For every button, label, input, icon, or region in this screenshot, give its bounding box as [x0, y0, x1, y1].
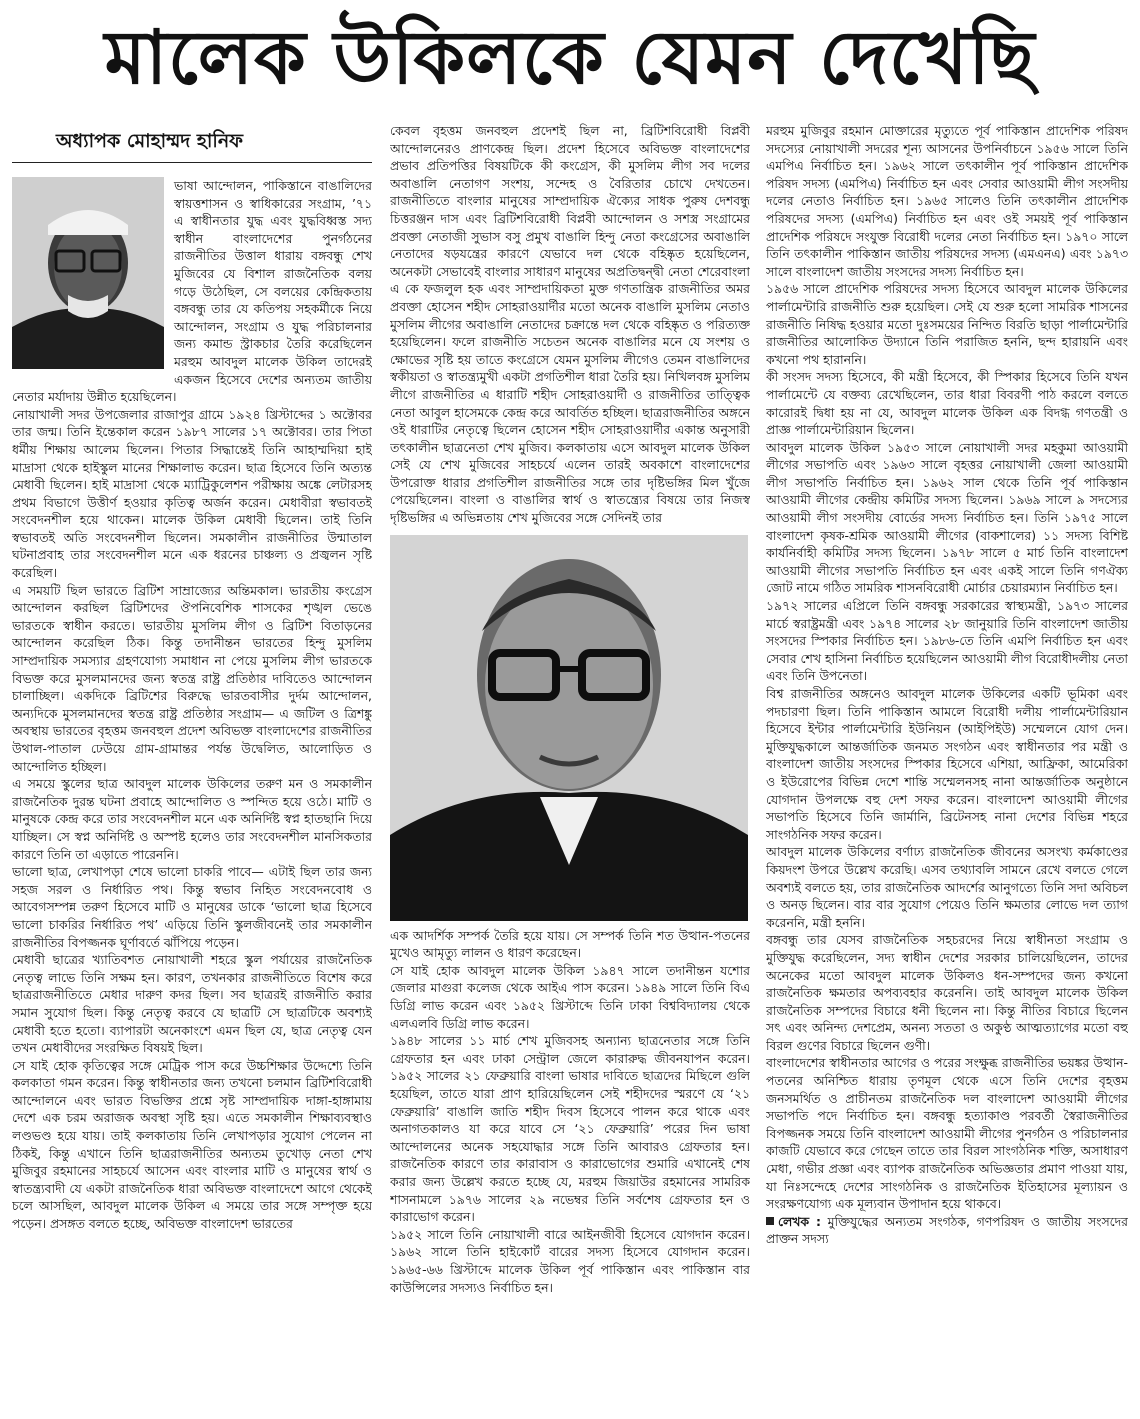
credit-text: মুক্তিযুদ্ধের অন্যতম সংগঠক, গণপরিষদ ও জাতীয় সংসদের প্রাক্তন সদস্য [766, 1213, 1128, 1247]
bullet-square-icon [766, 1217, 774, 1225]
col2-para-4: ১৯৪৮ সালের ১১ মার্চ শেখ মুজিবসহ অন্যান্য ছাত্রনেতার সঙ্গে তিনি গ্রেফতার হন এবং ঢাকা সেন্ট্রাল জেলে কারারুদ্ধ জীবনযাপন করেন। ১৯৫২ সালের ২১ ফেব্রুয়ারি বাংলা ভাষার দাবিতে ছাত্রদের মিছিলে গুলি হয়েছিল, তাতে যারা প্রাণ হারিয়েছিলেন সেই শহীদদের স্মরণে যে ‘২১ ফেব্রুয়ারি’ বাঙালি জাতি শহীদ দিবস হিসেবে পালন করে থাকে এবং অনাগতকালও যা করে যাবে সে ‘২১ ফেব্রুয়ারি’ পরের দিন ভাষা আন্দোলনের অনেক সহযোদ্ধার সঙ্গে তিনি আবারও গ্রেফতার হন। রাজনৈতিক কারণে তার কারাবাস ও কারাভোগের শুমারি এখানেই শেষ করার জন্য উল্লেখ করতে হচ্ছে যে, মরহুম জিয়াউর রহমানের সামরিক শাসনামলে ১৯৭৬ সালের ২৯ নভেম্বর তিনি সর্বশেষ গ্রেফতার হন ও কারাভোগ করেন। [390, 1033, 750, 1225]
col1-para-7: সে যাই হোক কৃতিত্বের সঙ্গে মেট্রিক পাস করে উচ্চশিক্ষার উদ্দেশ্যে তিনি কলকাতা গমন করেন। কিন্তু স্বাধীনতার জন্য তখনো চলমান ব্রিটিশবিরোধী আন্দোলনে এবং ভারত বিভক্তির প্রশ্নে সৃষ্ট সাম্প্রদায়িক দাঙ্গা-হাঙ্গামায় দেশে এক চরম অরাজক অবস্থা সৃষ্টি হয়। এতে সমকালীন শিক্ষাব্যবস্থাও লণ্ডভণ্ড হয়ে যায়। তাই কলকাতায় তিনি লেখাপড়ার সুযোগ পেলেন না ঠিকই, কিন্তু এখানে তিনি ছাত্ররাজনীতির অন্যতম তুখোড় নেতা শেখ মুজিবুর রহমানের সাহচর্যে আসেন এবং বাংলার মাটি ও মানুষের স্বার্থ ও স্বাতন্ত্র্যবাদী যে একটা রাজনৈতিক ধারা অবিভক্ত বাংলাদেশে আগে থেকেই চলে আসছিল, আবদুল মালেক উকিল এ সময়ে তার সঙ্গে সম্পৃক্ত হয়ে পড়েন। প্রসঙ্গত বলতে হচ্ছে, অবিভক্ত বাংলাদেশ ভারতের [12, 1057, 372, 1232]
author-credit [766, 1213, 1128, 1248]
col2-para-5: ১৯৫২ সালে তিনি নোয়াখালী বারে আইনজীবী হিসেবে যোগদান করেন। ১৯৬২ সালে তিনি হাইকোর্ট বারের সদস্য হিসেবে যোগদান করেন। ১৯৬৫-৬৬ খ্রিস্টাব্দে মালেক উকিল পূর্ব পাকিস্তান এবং পাকিস্তান বার কাউন্সিলের সদস্যও নির্বাচিত হন। [390, 1226, 750, 1295]
col1-para-5: ভালো ছাত্র, লেখাপড়া শেষে ভালো চাকরি পাবে— এটাই ছিল তার জন্য সহজ সরল ও নির্ধারিত পথ। কিন্তু স্বভাব নিহিত সংবেদনবোধ ও আবেগসম্পন্ন তরুণ হিসেবে মাটি ও মানুষের ডাকে ‘ভালো ছাত্র হিসেবে ভালো চাকরির নির্ধারিত পথ’ এড়িয়ে তিনি স্কুলজীবনেই তার সমকালীন রাজনীতির বিপজ্জনক ঘূর্ণাবর্তে ঝাঁপিয়ে পড়েন। [12, 864, 372, 950]
col2-para-2: এক আদর্শিক সম্পর্ক তৈরি হয়ে যায়। সে সম্পর্ক তিনি শত উত্থান-পতনের মুখেও আমৃত্যু লালন ও ধারণ করেছেন। [390, 927, 750, 961]
col3-para-6: বিশ্ব রাজনীতির অঙ্গনেও আবদুল মালেক উকিলের একটি ভূমিকা এবং পদচারণা ছিল। তিনি পাকিস্তান আমলে বিরোধী দলীয় পার্লামেন্টারিয়ান হিসেবে ইন্টার পার্লামেন্টারি ইউনিয়ন (আইপিইউ) সম্মেলনে যোগ দেন। মুক্তিযুদ্ধকালে আন্তর্জাতিক জনমত সংগঠন এবং স্বাধীনতার পর মন্ত্রী ও বাংলাদেশ জাতীয় সংসদের স্পিকার হিসেবে এশিয়া, আফ্রিকা, আমেরিকা ও ইউরোপের বিভিন্ন দেশে শান্তি সম্মেলনসহ নানা আন্তর্জাতিক অনুষ্ঠানে যোগদান উপলক্ষে বহু দেশ সফর করেন। বাংলাদেশ আওয়ামী লীগের সভাপতি হিসেবে তিনি জার্মানি, ব্রিটেনসহ নানা দেশের বিভিন্ন শহরে সাংগঠনিক সফর করেন। [766, 686, 1128, 842]
col2-para-3: সে যাই হোক আবদুল মালেক উকিল ১৯৪৭ সালে তদানীন্তন যশোর জেলার মাগুরা কলেজ থেকে আইএ পাস করেন। ১৯৪৯ সালে তিনি বিএ ডিগ্রি লাভ করেন এবং ১৯৫২ খ্রিস্টাব্দে তিনি ঢাকা বিশ্ববিদ্যালয় থেকে এলএলবি ডিগ্রি লাভ করেন। [390, 962, 750, 1031]
author-photo [12, 177, 164, 369]
col3-para-8: বঙ্গবন্ধু তার যেসব রাজনৈতিক সহচরদের নিয়ে স্বাধীনতা সংগ্রাম ও মুক্তিযুদ্ধ করেছিলেন, সদ্য স্বাধীন দেশের সরকার চালিয়েছিলেন, তাদের অনেকের মতো আবদুল মালেক উকিলও ধন-সম্পদের জন্য কখনো রাজনৈতিক ক্ষমতার অপব্যবহার করেননি। তাই আবদুল মালেক উকিল রাজনৈতিক সম্পদের বিচারে ধনী ছিলেন না। কিন্তু নীতির বিচারে ছিলেন সৎ এবং অনিন্দ্য দেশপ্রেম, অনন্য সততা ও অকুণ্ঠ আত্মত্যাগের মতো বহু বিরল গুণের বিচারে ছিলেন গুণী। [766, 932, 1128, 1053]
author-byline: অধ্যাপক মোহাম্মদ হানিফ [12, 122, 372, 163]
column-3 [766, 122, 1128, 1415]
column-1 [12, 122, 372, 1415]
portrait-photo [390, 535, 748, 921]
col1-para-4: এ সময়ে স্কুলের ছাত্র আবদুল মালেক উকিলের তরুণ মন ও সমকালীন রাজনৈতিক দুরন্ত ঘটনা প্রবাহে আন্দোলিত ও স্পন্দিত হয়ে ওঠে। মাটি ও মানুষকে কেন্দ্র করে তার সংবেদনশীল মনে এক অনির্দিষ্ট স্বপ্ন হাতছানি দিয়ে যাচ্ছিল। সে স্বপ্ন অনির্দিষ্ট ও অস্পষ্ট হলেও তার সংবেদনশীল মানসিকতার কারণে তিনি তা এড়াতে পারেননি। [12, 776, 372, 862]
col1-para-3: এ সময়টি ছিল ভারতে ব্রিটিশ সাম্রাজ্যের অন্তিমকাল। ভারতীয় কংগ্রেস আন্দোলন করছিল ব্রিটিশদের ঔপনিবেশিক শাসকের শৃঙ্খল ভেঙে ভারতকে স্বাধীন করতে। ভারতীয় মুসলিম লীগ ও ব্রিটিশ বিতাড়নের আন্দোলন করেছিল ঠিক। কিন্তু তদানীন্তন ভারতের হিন্দু মুসলিম সাম্প্রদায়িক সমস্যার গ্রহণযোগ্য সমাধান না পেয়ে মুসলিম লীগ ভারতকে বিভক্ত করে মুসলমানদের জন্য স্বতন্ত্র রাষ্ট্র প্রতিষ্ঠার দাবিতেও আন্দোলন চালাচ্ছিল। একদিকে ব্রিটিশের বিরুদ্ধে ভারতবাসীর দুর্দম আন্দোলন, অন্যদিকে মুসলমানদের স্বতন্ত্র রাষ্ট্র প্রতিষ্ঠার সংগ্রাম— এ জটিল ও ত্রিশঙ্কু অবস্থায় ভারতের বৃহত্তম জনবহুল প্রদেশ অবিভক্ত বাংলাদেশের রাজনীতির উথাল-পাতাল ঢেউয়ে গ্রাম-গ্রামান্তর পর্যন্ত উদ্বেলিত, আলোড়িত ও আন্দোলিত হচ্ছিল। [12, 582, 372, 774]
column-2 [390, 122, 750, 1415]
col3-para-2: ১৯৫৬ সালে প্রাদেশিক পরিষদের সদস্য হিসেবে আবদুল মালেক উকিলের পার্লামেন্টারি রাজনীতি শুরু হয়েছিল। সেই যে শুরু হলো সামরিক শাসনের রাজনীতি নিষিদ্ধ হওয়ার মতো দুঃসময়ের নিন্দিত বিরতি ছাড়া পার্লামেন্টারি রাজনীতির আলোকিত উদ্যানে তিনি পরাজিত হননি, ছন্দ হারায়নি এবং কখনো পথ হারাননি। [766, 281, 1128, 367]
col3-para-1: মরহুম মুজিবুর রহমান মোক্তারের মৃত্যুতে পূর্ব পাকিস্তান প্রাদেশিক পরিষদ সদস্যের নোয়াখালী সদরের শূন্য আসনের উপনির্বাচনে ১৯৫৬ সালে তিনি এমপিএ নির্বাচিত হন। ১৯৬২ সালে তৎকালীন পূর্ব পাকিস্তান প্রাদেশিক পরিষদ সদস্য (এমপিএ) নির্বাচিত হন এবং সেবার আওয়ামী লীগ সংসদীয় দলের নেতাও নির্বাচিত হন। ১৯৬৫ সালেও তিনি তৎকালীন প্রাদেশিক পরিষদের সদস্য (এমপিএ) নির্বাচিত হন এবং ওই সময়ই পূর্ব পাকিস্তান প্রাদেশিক পরিষদে সংযুক্ত বিরোধী দলের নেতা নির্বাচিত হন। ১৯৭০ সালে তিনি তৎকালীন পাকিস্তান জাতীয় পরিষদের সদস্য (এমএনএ) এবং ১৯৭৩ সালে বাংলাদেশ জাতীয় সংসদের সদস্য নির্বাচিত হন। [766, 123, 1128, 279]
col3-para-5: ১৯৭২ সালের এপ্রিলে তিনি বঙ্গবন্ধু সরকারের স্বাস্থ্যমন্ত্রী, ১৯৭৩ সালের মার্চে স্বরাষ্ট্রমন্ত্রী এবং ১৯৭৪ সালের ২৮ জানুয়ারি তিনি বাংলাদেশ জাতীয় সংসদের স্পিকার নির্বাচিত হন। ১৯৮৬-তে তিনি এমপি নির্বাচিত হন এবং সেবার শেখ হাসিনা নির্বাচিত হয়েছিলেন আওয়ামী লীগ বিরোধীদলীয় নেতা এবং তিনি উপনেতা। [766, 598, 1128, 684]
col3-para-7: আবদুল মালেক উকিলের বর্ণাঢ্য রাজনৈতিক জীবনের অসংখ্য কর্মকাণ্ডের কিয়দংশ উপরে উল্লেখ করেছি। এসব তথ্যাবলি সামনে রেখে বলতে গেলে অবশ্যই বলতে হয়, তার রাজনৈতিক আদর্শের আনুগত্যে তিনি সদা অবিচল ও অনড় ছিলেন। বার বার সুযোগ পেয়েও তিনি ক্ষমতার লোভে দল ত্যাগ করেননি, মন্ত্রী হননি। [766, 844, 1128, 930]
col3-para-3: কী সংসদ সদস্য হিসেবে, কী মন্ত্রী হিসেবে, কী স্পিকার হিসেবে তিনি যখন পার্লামেন্টে যে বক্তব্য রেখেছিলেন, তার ধারা বিবরণী পাঠ করলে বলতে কারোরই দ্বিধা হয় না যে, আবদুল মালেক উকিল এক বিদগ্ধ গণতন্ত্রী ও প্রাজ্ঞ পার্লামেন্টারিয়ান ছিলেন। [766, 369, 1128, 438]
credit-label: লেখক : [778, 1213, 821, 1229]
headline: মালেক উকিলকে যেমন দেখেছি [104, 14, 1036, 101]
col1-para-6: মেধাবী ছাত্রের খ্যাতিবশত নোয়াখালী শহরে স্কুল পর্যায়ের রাজনৈতিক নেতৃত্ব লাভে তিনি সক্ষম হন। কারণ, তখনকার রাজনীতিতে বিশেষ করে ছাত্ররাজনীতিতে মেধার দারুণ কদর ছিল। সব ছাত্ররই রাজনীতি করার সমান সুযোগ ছিল। কিন্তু নেতৃত্ব করবে যে ছাত্রটি সে ছাত্রটিকে অবশ্যই মেধাবী হতে হতো। ব্যাপারটা অনেকাংশে এমন ছিল যে, ছাত্র নেতৃত্ব যেন তখন মেধাবীদের সংরক্ষিত বিষয়ই ছিল। [12, 952, 372, 1056]
col1-para-1: ভাষা আন্দোলন, পাকিস্তানে বাঙালিদের স্বায়ত্তশাসন ও স্বাধিকারের সংগ্রাম, ’৭১ এ স্বাধীনতার যুদ্ধ এবং যুদ্ধবিধ্বস্ত সদ্য স্বাধীন বাংলাদেশের পুনর্গঠনের রাজনীতির উত্তাল ধারায় বঙ্গবন্ধু শেখ মুজিবের যে বিশাল রাজনৈতিক বলয় গড়ে উঠেছিল, সে বলয়ের কেন্দ্রিকতায় বঙ্গবন্ধু তার যে কতিপয় সহকর্মীকে নিয়ে আন্দোলন, সংগ্রাম ও যুদ্ধ পরিচালনার জন্য কমান্ড স্ট্রাকচার তৈরি করেছিলেন মরহুম আবদুল মালেক উকিল তাদেরই একজন হিসেবে দেশের অন্যতম জাতীয় নেতার মর্যাদায় উন্নীত হয়েছিলেন। [12, 178, 372, 405]
col3-para-9: বাংলাদেশের স্বাধীনতার আগের ও পরের সংক্ষুব্ধ রাজনীতির ভয়ঙ্কর উত্থান-পতনের অনিশ্চিত ধারায় তৃণমূল থেকে এসে তিনি দেশের বৃহত্তম জনসমর্থিত ও প্রাচীনতম রাজনৈতিক দল বাংলাদেশ আওয়ামী লীগের সভাপতি পদে নির্বাচিত হন। বঙ্গবন্ধু হত্যাকাণ্ড পরবর্তী স্বৈরাজনীতির বিপজ্জনক সময়ে তিনি বাংলাদেশ আওয়ামী লীগের পুনর্গঠন ও পরিচালনার কাজটি যেভাবে করে গেছেন তাতে তার বিরল সাংগঠনিক শক্তি, অসাধারণ মেধা, গভীর প্রজ্ঞা এবং ব্যাপক রাজনৈতিক অভিজ্ঞতার প্রমাণ পাওয়া যায়, যা নিঃসন্দেহে দেশের সাংগঠনিক ও রাজনৈতিক ইতিহাসের মূল্যায়ন ও সংরক্ষণযোগ্য এক মূল্যবান উপাদান হয়ে থাকবে। [766, 1055, 1128, 1212]
col1-para-2: নোয়াখালী সদর উপজেলার রাজাপুর গ্রামে ১৯২৪ খ্রিস্টাব্দের ১ অক্টোবর তার জন্ম। তিনি ইন্তেকাল করেন ১৯৮৭ সালের ১৭ অক্টোবর। তার পিতা ধর্মীয় শিক্ষায় আলেম ছিলেন। পিতার সিদ্ধান্তেই তিনি আহাম্মদিয়া হাই মাদ্রাসা থেকে হাইস্কুল মানের শিক্ষালাভ করেন। ছাত্র হিসেবে তিনি অত্যন্ত মেধাবী ছিলেন। হাই মাদ্রাসা থেকে ম্যাট্রিকুলেশন পরীক্ষায় অঙ্কে লেটারসহ প্রথম বিভাগে উত্তীর্ণ হওয়ার কৃতিত্ব অর্জন করেন। মেধাবীরা স্বভাবতই সংবেদনশীল হয়ে থাকেন। মালেক উকিল মেধাবী ছিলেন। তাই তিনি স্বভাবতই অতি সংবেদনশীল ছিলেন। সমকালীন রাজনীতির উন্মাতাল ঘটনাপ্রবাহ তার সংবেদনশীল মনে এক ধরনের চাঞ্চল্য ও প্রজ্বলন সৃষ্টি করেছিল। [12, 406, 372, 581]
col3-para-4: আবদুল মালেক উকিল ১৯৫৩ সালে নোয়াখালী সদর মহকুমা আওয়ামী লীগের সভাপতি এবং ১৯৬৩ সালে বৃহত্তর নোয়াখালী জেলা আওয়ামী লীগ সভাপতি নির্বাচিত হন। ১৯৬২ সাল থেকে তিনি পূর্ব পাকিস্তান আওয়ামী লীগের কেন্দ্রীয় কমিটির সদস্য ছিলেন। ১৯৬৯ সালে ৯ সদস্যের আওয়ামী লীগ সংসদীয় বোর্ডের সদস্য নির্বাচিত হন। তিনি ১৯৭৫ সালে বাংলাদেশ কৃষক-শ্রমিক আওয়ামী লীগের (বাকশালের) ১১ সদস্য বিশিষ্ট কার্যনির্বাহী কমিটির সদস্য ছিলেন। ১৯৭৮ সালে ৫ মার্চ তিনি বাংলাদেশ আওয়ামী লীগের সভাপতি নির্বাচিত হন এবং একই সালে তিনি গণঐক্য জোট নামে গঠিত সামরিক শাসনবিরোধী মোর্চার চেয়ারম্যান নির্বাচিত হন। [766, 439, 1128, 596]
col2-para-1: কেবল বৃহত্তম জনবহুল প্রদেশই ছিল না, ব্রিটিশবিরোধী বিপ্লবী আন্দোলনেরও প্রাণকেন্দ্র ছিল। প্রদেশ হিসেবে অবিভক্ত বাংলাদেশের প্রভাব প্রতিপত্তির বিষয়টিকে কী কংগ্রেস, কী মুসলিম লীগ সব দলের অবাঙালি নেতাগণ সংশয়, সন্দেহ ও বৈরিতার চোখে দেখতেন। রাজনীতিতে বাংলার মানুষের সাম্প্রদায়িক ঐক্যের সাধক পুরুষ দেশবন্ধু চিত্তরঞ্জন দাস এবং ব্রিটিশবিরোধী বিপ্লবী আন্দোলন ও সশস্ত্র সংগ্রামের প্রবক্তা নেতাজী সুভাস বসু প্রমুখ বাঙালি হিন্দু নেতা কংগ্রেসের অবাঙালি নেতাদের ষড়যন্ত্রের কারণে যেভাবে দল থেকে বহিষ্কৃত হয়েছিলেন, অনেকটা সেভাবেই বাংলার সাধারণ মানুষের অপ্রতিদ্বন্দ্বী নেতা শেরেবাংলা এ কে ফজলুল হক এবং সাম্প্রদায়িকতা মুক্ত গণতান্ত্রিক রাজনীতির অমর প্রবক্তা হোসেন শহীদ সোহরাওয়ার্দীর মতো অনেক বাঙালি মুসলিম নেতাও মুসলিম লীগের অবাঙালি নেতাদের চক্রান্তে দল থেকে বহিষ্কৃত ও পরিত্যক্ত হয়েছিলেন। ফলে রাজনীতি সচেতন অনেক বাঙালির মনে যে সংশয় ও ক্ষোভের সৃষ্টি হয় তাতে কংগ্রেসে যেমন মুসলিম লীগেও তেমন বাঙালিদের স্বকীয়তা ও স্বাতন্ত্র্যমুখী একটা প্রগতিশীল ধারা তৈরি হয়। নিখিলবঙ্গ মুসলিম লীগে রাজনীতির এ ধারাটি শহীদ সোহরাওয়ার্দী ও রাজনীতির তাত্ত্বিক নেতা আবুল হাসেমকে কেন্দ্র করে আবর্তিত হচ্ছিল। ছাত্ররাজনীতির অঙ্গনে ওই ধারাটির নেতৃত্বে ছিলেন হোসেন শহীদ সোহরাওয়ার্দীর একান্ত অনুসারী তৎকালীন ছাত্রনেতা শেখ মুজিব। কলকাতায় এসে আবদুল মালেক উকিল সেই যে শেখ মুজিবের সাহচর্যে এলেন তারই অবকাশে বাংলাদেশের উপরোক্ত ধারার প্রগতিশীল রাজনীতির সঙ্গে তার দৃষ্টিভঙ্গির মিল খুঁজে পেয়েছিলেন। বাংলা ও বাঙালির স্বার্থ ও স্বাতন্ত্র্যের বিষয়ে তার নিজস্ব দৃষ্টিভঙ্গির এ অভিন্নতায় শেখ মুজিবের সঙ্গে সেদিনই তার [390, 123, 750, 526]
